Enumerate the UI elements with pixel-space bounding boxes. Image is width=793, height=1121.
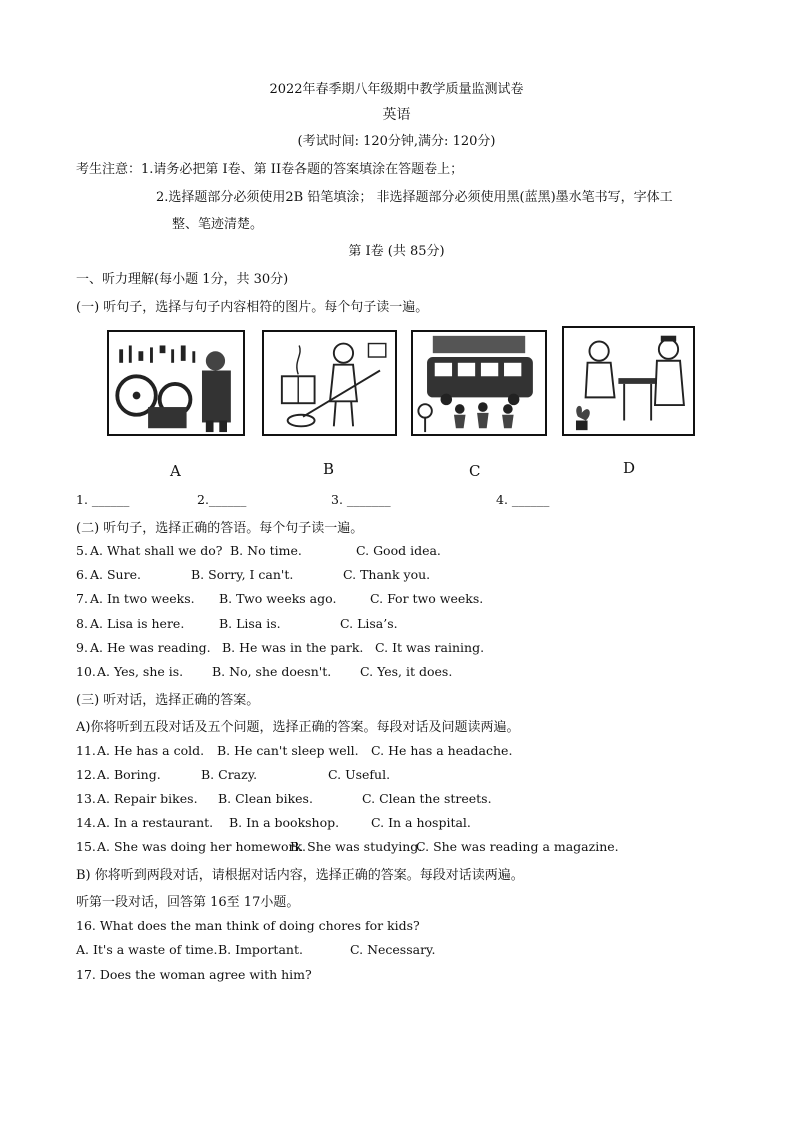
notice-line-1: 考生注意：1.请务必把第 I卷、第 II卷各题的答案填涂在答题卷上； — [76, 162, 464, 177]
q5-option-c[interactable]: C. Good idea. — [356, 543, 441, 558]
q14-option-c[interactable]: C. In a hospital. — [371, 815, 471, 830]
q9-option-c[interactable]: C. It was raining. — [375, 640, 485, 655]
q5-option-a[interactable]: A. What shall we do? — [90, 543, 223, 558]
q6-num: 6. — [76, 567, 88, 582]
section1-sub3a: A)你将听到五段对话及五个问题，选择正确的答案。每段对话及问题读两遍。 — [76, 720, 520, 735]
q6-option-b[interactable]: B. Sorry, I can't. — [191, 567, 294, 582]
dialog1-intro: 听第一段对话，回答第 16至 17小题。 — [76, 895, 300, 910]
q13-num: 13. — [76, 791, 96, 806]
q12-option-a[interactable]: A. Boring. — [97, 767, 161, 782]
q6-option-c[interactable]: C. Thank you. — [343, 567, 431, 582]
picture-label-a: A — [170, 462, 181, 480]
q15-option-a[interactable]: A. She was doing her homework. — [97, 839, 307, 854]
q10-num: 10. — [76, 664, 96, 679]
picture-label-b: B — [323, 460, 335, 478]
q7-option-c[interactable]: C. For two weeks. — [370, 591, 484, 606]
section1-sub2: (二) 听句子，选择正确的答语。每个句子读一遍。 — [76, 521, 364, 536]
q7-option-a[interactable]: A. In two weeks. — [90, 591, 195, 606]
q6-option-a[interactable]: A. Sure. — [90, 567, 141, 582]
q16-option-a[interactable]: A. It's a waste of time. — [76, 942, 218, 957]
q14-option-b[interactable]: B. In a bookshop. — [229, 815, 340, 830]
answer-blank-2[interactable]: 2.______ — [197, 492, 247, 507]
picture-b-sweeping — [262, 330, 397, 436]
notice-line-3: 整、笔迹清楚。 — [172, 217, 264, 232]
q16-option-c[interactable]: C. Necessary. — [350, 942, 436, 957]
answer-blank-3[interactable]: 3. _______ — [331, 492, 391, 507]
bike-repair-illustration — [109, 332, 243, 434]
q11-option-a[interactable]: A. He has a cold. — [97, 743, 205, 758]
q10-option-c[interactable]: C. Yes, it does. — [360, 664, 453, 679]
q14-option-a[interactable]: A. In a restaurant. — [97, 815, 214, 830]
q12-option-b[interactable]: B. Crazy. — [201, 767, 258, 782]
section1-sub3b: B) 你将听到两段对话，请根据对话内容，选择正确的答案。每段对话读两遍。 — [76, 868, 524, 883]
q15-num: 15. — [76, 839, 96, 854]
section1-sub1: (一) 听句子，选择与句子内容相符的图片。每个句子读一遍。 — [76, 300, 429, 315]
q11-num: 11. — [76, 743, 96, 758]
q7-num: 7. — [76, 591, 88, 606]
doctor-illustration — [564, 328, 693, 434]
q11-option-b[interactable]: B. He can't sleep well. — [217, 743, 359, 758]
q10-option-b[interactable]: B. No, she doesn't. — [212, 664, 332, 679]
picture-label-c: C — [469, 462, 481, 480]
q13-option-c[interactable]: C. Clean the streets. — [362, 791, 492, 806]
bus-kids-illustration — [413, 332, 545, 434]
q15-option-c[interactable]: C. She was reading a magazine. — [416, 839, 619, 854]
q9-num: 9. — [76, 640, 88, 655]
q15-option-b[interactable]: B. She was studying. — [290, 839, 423, 854]
part1-title: 第 I卷 (共 85分) — [348, 244, 445, 259]
q13-option-a[interactable]: A. Repair bikes. — [97, 791, 198, 806]
answer-blank-1[interactable]: 1. ______ — [76, 492, 130, 507]
q8-option-c[interactable]: C. Lisa’s. — [340, 616, 398, 631]
q14-num: 14. — [76, 815, 96, 830]
q8-option-a[interactable]: A. Lisa is here. — [90, 616, 185, 631]
notice-line-2: 2.选择题部分必须使用2B 铅笔填涂； 非选择题部分必须使用黑(蓝黑)墨水笔书写，字体工 — [156, 190, 673, 205]
exam-title: 2022年春季期八年级期中教学质量监测试卷 — [269, 82, 524, 97]
q12-num: 12. — [76, 767, 96, 782]
q8-option-b[interactable]: B. Lisa is. — [219, 616, 281, 631]
q5-option-b[interactable]: B. No time. — [230, 543, 302, 558]
q11-option-c[interactable]: C. He has a headache. — [371, 743, 513, 758]
exam-info: (考试时间: 120分钟,满分: 120分) — [297, 134, 496, 149]
subject-title: 英语 — [382, 107, 411, 123]
q16-option-b[interactable]: B. Important. — [218, 942, 303, 957]
q16-stem: 16. What does the man think of doing chores for kids? — [76, 918, 420, 933]
section1-title: 一、听力理解(每小题 1分，共 30分) — [76, 272, 289, 287]
q12-option-c[interactable]: C. Useful. — [328, 767, 391, 782]
answer-blank-4[interactable]: 4. ______ — [496, 492, 550, 507]
picture-a-repair-bikes — [107, 330, 245, 436]
picture-label-d: D — [623, 459, 636, 477]
section1-sub3: (三) 听对话，选择正确的答案。 — [76, 693, 260, 708]
picture-c-bus-kids — [411, 330, 547, 436]
q10-option-a[interactable]: A. Yes, she is. — [97, 664, 184, 679]
picture-d-doctor — [562, 326, 695, 436]
q13-option-b[interactable]: B. Clean bikes. — [218, 791, 313, 806]
q5-num: 5. — [76, 543, 88, 558]
q7-option-b[interactable]: B. Two weeks ago. — [219, 591, 337, 606]
q8-num: 8. — [76, 616, 88, 631]
q9-option-a[interactable]: A. He was reading. — [90, 640, 211, 655]
q9-option-b[interactable]: B. He was in the park. — [222, 640, 364, 655]
q17-stem: 17. Does the woman agree with him? — [76, 967, 312, 982]
sweeping-illustration — [264, 332, 395, 434]
